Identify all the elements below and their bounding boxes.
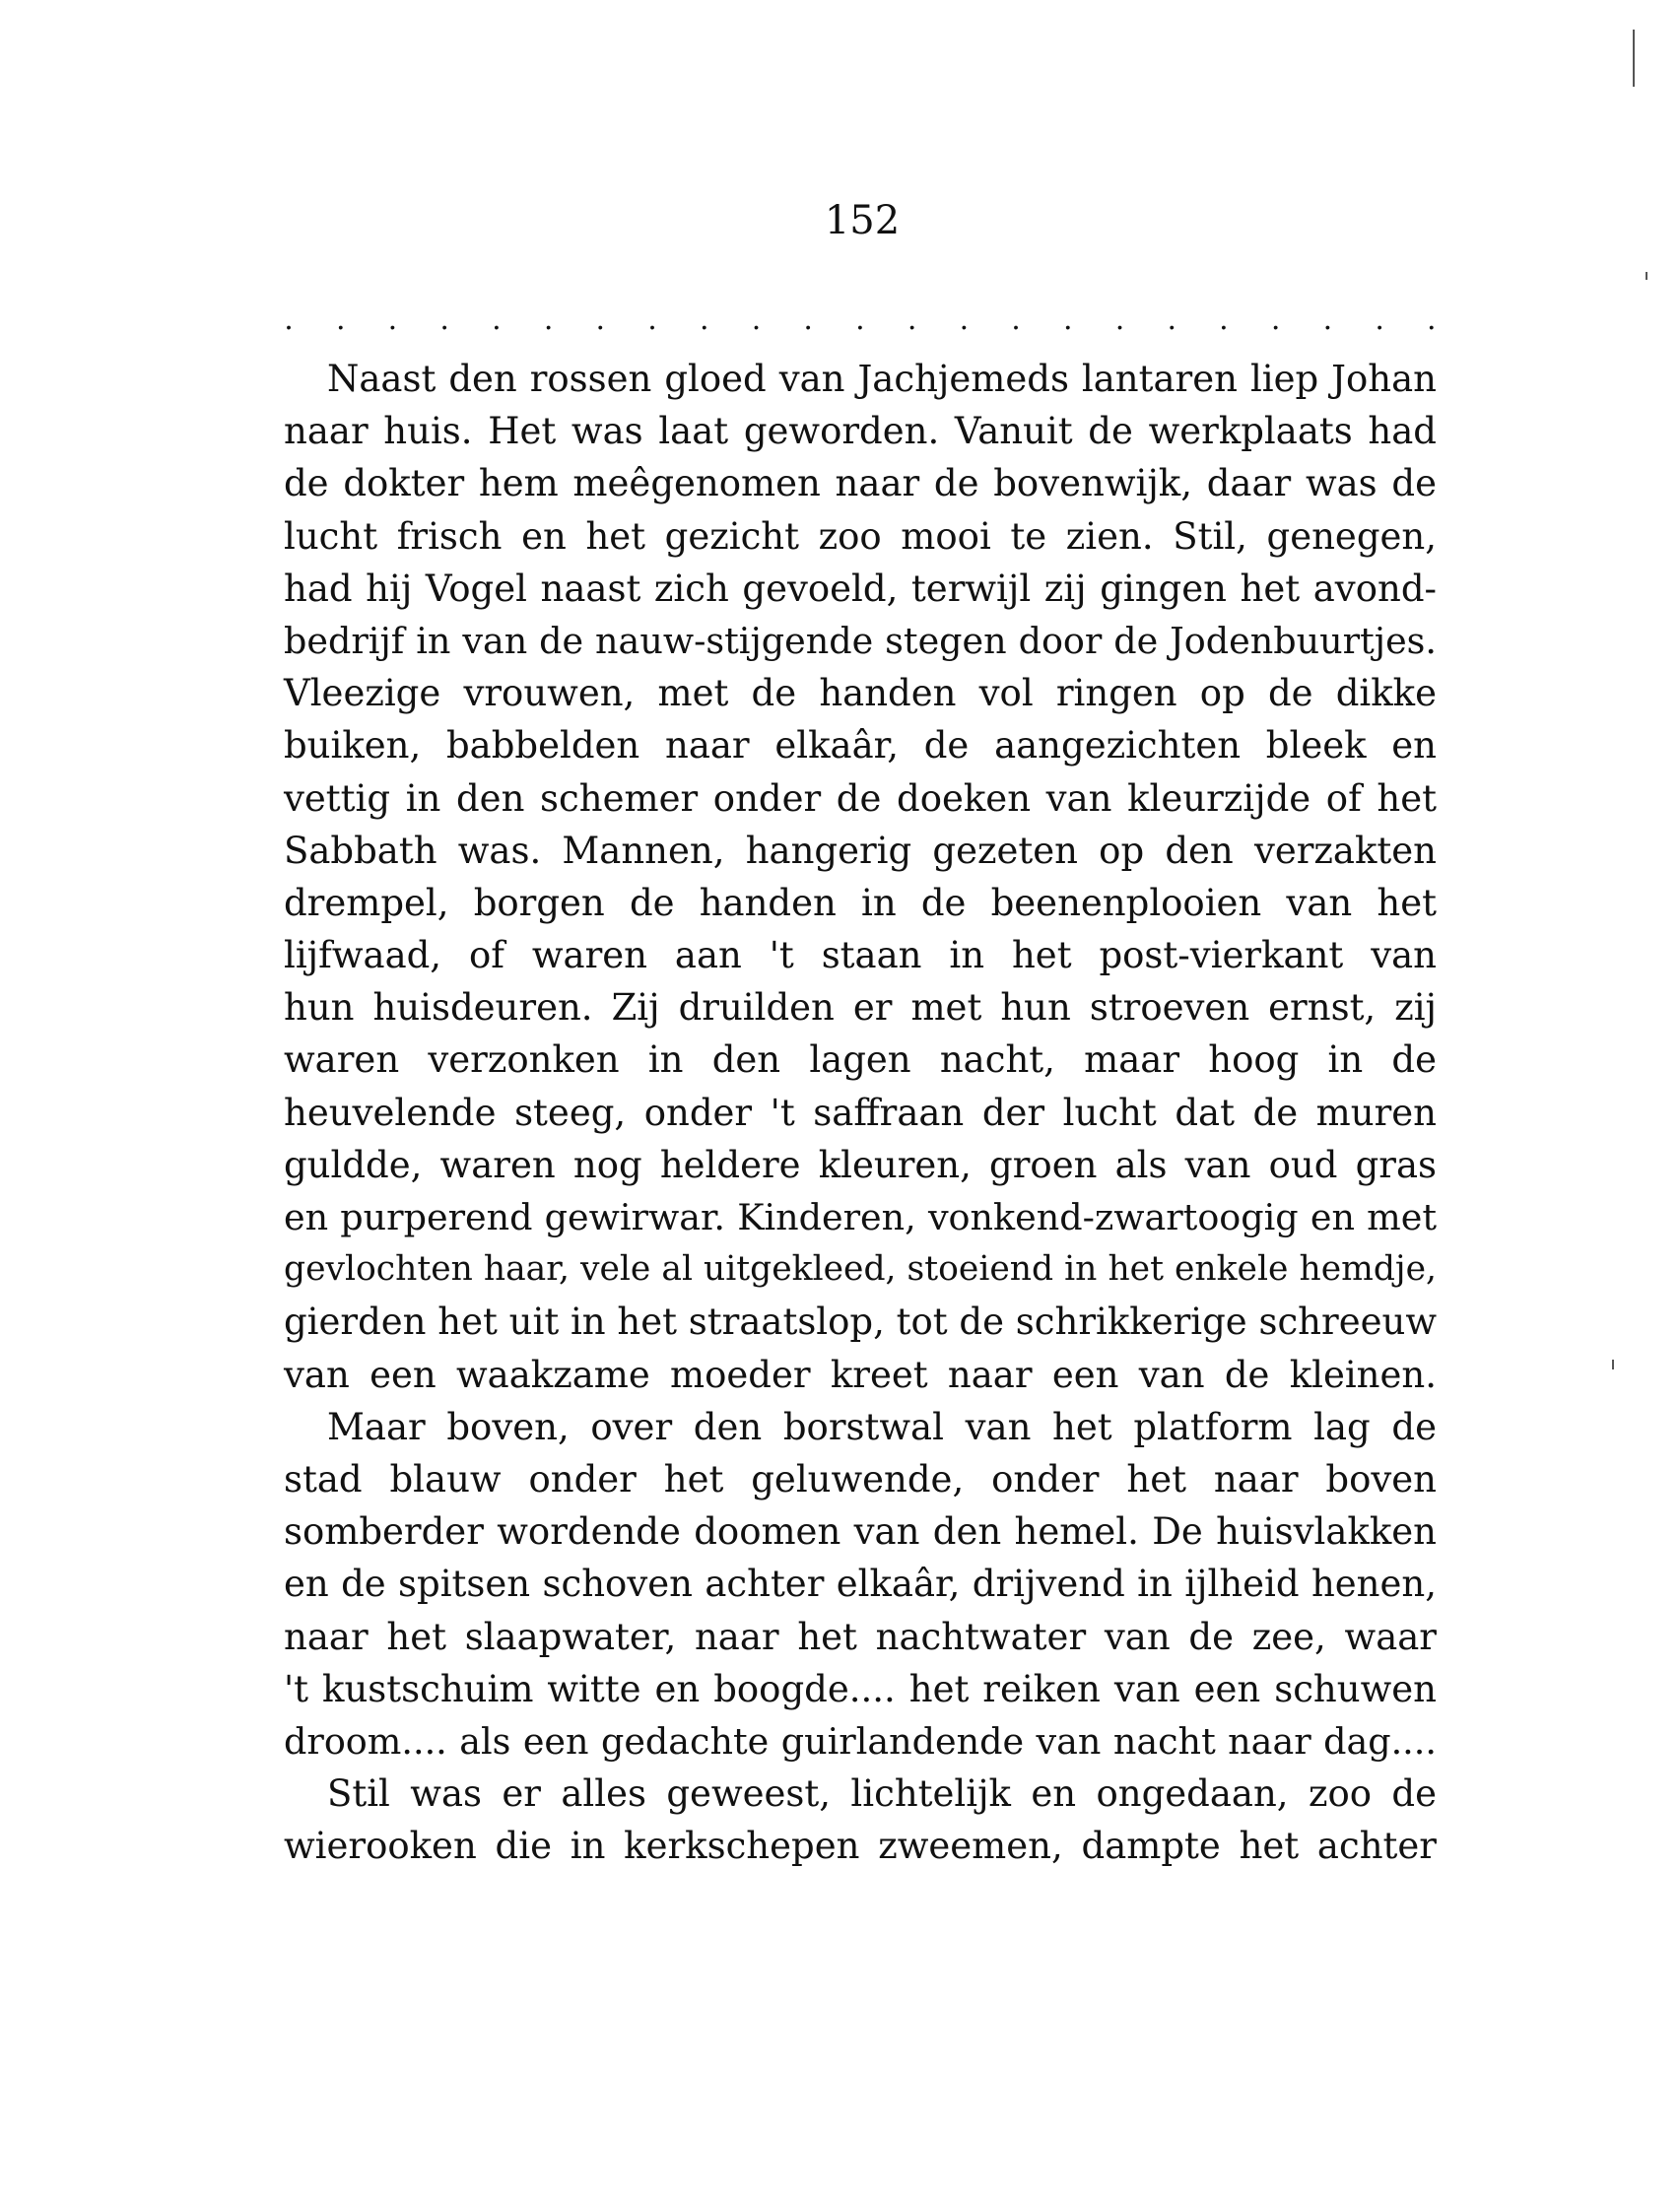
text-line: waren verzonken in den lagen nacht, maar hoog in de [284, 1038, 1437, 1082]
text-line: heuvelende steeg, onder 't saffraan der lucht dat de muren [284, 1091, 1437, 1134]
section-separator: . . . . . . . . . . . . . . . . . . . . . . . [284, 302, 1437, 337]
text-line: hun huisdeuren. Zij druilden er met hun stroeven ernst, zij [284, 986, 1437, 1030]
page-number: 152 [824, 198, 901, 243]
text-line: Vleezige vrouwen, met de handen vol ringen op de dikke [284, 672, 1437, 715]
text-line: vettig in den schemer onder de doeken van kleurzijde of het [284, 776, 1437, 820]
text-line: Maar boven, over den borstwal van het platform lag de [327, 1405, 1437, 1448]
text-line: lijfwaad, of waren aan 't staan in het post-vierkant van [284, 934, 1437, 977]
text-line: de dokter hem meêgenomen naar de bovenwijk, daar was de [284, 462, 1437, 505]
text-line: had hij Vogel naast zich gevoeld, terwijl zij gingen het avond- [284, 567, 1437, 610]
text-line: gierden het uit in het straatslop, tot de schrikkerige schreeuw [284, 1301, 1437, 1344]
text-line: stad blauw onder het geluwende, onder het naar boven [284, 1457, 1437, 1501]
text-line: Sabbath was. Mannen, hangerig gezeten op den verzakten [284, 829, 1437, 872]
text-line: buiken, babbelden naar elkaâr, de aangezichten bleek en [284, 724, 1437, 767]
text-line: van een waakzame moeder kreet naar een van de kleinen. [284, 1353, 1437, 1396]
scan-mark [1646, 272, 1647, 280]
text-line: en purperend gewirwar. Kinderen, vonkend-zwartoogig en met [284, 1196, 1437, 1238]
text-line: gevlochten haar, vele al uitgekleed, stoeiend in het enkele hemdje, [284, 1249, 1437, 1290]
text-line: Naast den rossen gloed van Jachjemeds lantaren liep Johan [327, 358, 1437, 400]
scan-mark [1612, 1360, 1614, 1369]
text-line: 't kustschuim witte en boogde.... het reiken van een schuwen [284, 1667, 1437, 1710]
text-line: naar huis. Het was laat geworden. Vanuit de werkplaats had [284, 410, 1437, 453]
text-line: guldde, waren nog heldere kleuren, groen als van oud gras [284, 1143, 1437, 1186]
body-text [284, 353, 1437, 1872]
text-line: naar het slaapwater, naar het nachtwater van de zee, waar [284, 1615, 1437, 1658]
scan-mark [1633, 30, 1635, 87]
text-line: en de spitsen schoven achter elkaâr, drijvend in ijlheid henen, [284, 1563, 1437, 1606]
text-line: somberder wordende doomen van den hemel. De huisvlakken [284, 1510, 1437, 1554]
text-line: bedrijf in van de nauw-stijgende stegen door de Jodenbuurtjes. [284, 619, 1437, 662]
text-line: Stil was er alles geweest, lichtelijk en ongedaan, zoo de [327, 1772, 1437, 1816]
text-line: lucht frisch en het gezicht zoo mooi te zien. Stil, genegen, [284, 514, 1437, 558]
text-line: drempel, borgen de handen in de beenenplooien van het [284, 881, 1437, 924]
text-line: droom.... als een gedachte guirlandende van nacht naar dag.... [284, 1719, 1437, 1763]
text-line: wierooken die in kerkschepen zweemen, dampte het achter [284, 1825, 1437, 1868]
